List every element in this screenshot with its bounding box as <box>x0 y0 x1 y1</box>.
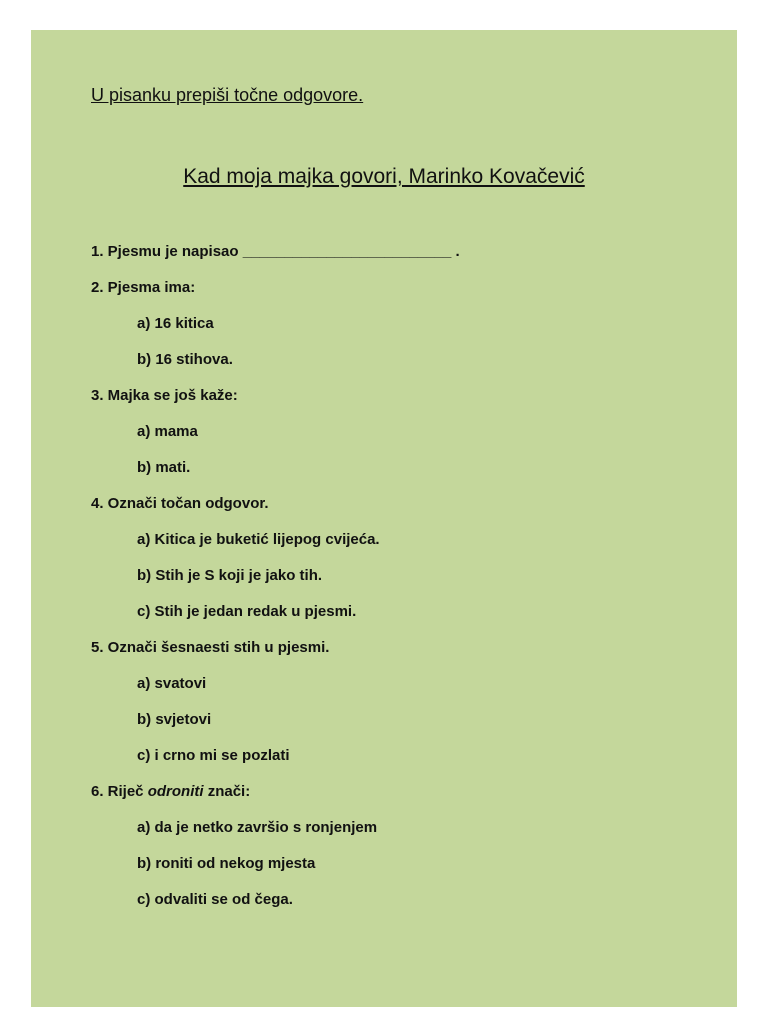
question-5-option-a: a) svatovi <box>137 675 207 692</box>
question-5: 5. Označi šesnaesti stih u pjesmi. <box>91 639 330 656</box>
instruction-heading: U pisanku prepiši točne odgovore. <box>91 85 364 105</box>
question-1 <box>91 242 711 278</box>
question-6 <box>91 782 711 818</box>
question-5-option-c: c) i crno mi se pozlati <box>137 747 290 764</box>
question-6-option-c: c) odvaliti se od čega. <box>137 891 293 908</box>
question-4-option-b: b) Stih je S koji je jako tih. <box>137 567 323 584</box>
question-3: 3. Majka se još kaže: <box>91 387 238 404</box>
question-6-word: odroniti <box>147 783 204 800</box>
question-1-prefix: 1. Pjesmu je napisao <box>91 243 239 260</box>
question-2-option-a: a) 16 kitica <box>137 315 214 332</box>
question-4-option-c: c) Stih je jedan redak u pjesmi. <box>137 603 357 620</box>
question-6-suffix: znači: <box>207 783 251 800</box>
question-2-option-b: b) 16 stihova. <box>137 351 233 368</box>
question-2: 2. Pjesma ima: <box>91 279 196 296</box>
question-6-prefix: 6. Riječ <box>91 783 144 800</box>
question-1-suffix: . <box>455 243 460 260</box>
question-5-option-b: b) svjetovi <box>137 711 212 728</box>
question-6-option-b: b) roniti od nekog mjesta <box>137 855 316 872</box>
question-3-option-b: b) mati. <box>137 459 191 476</box>
question-4: 4. Označi točan odgovor. <box>91 495 269 512</box>
question-6-option-a: a) da je netko završio s ronjenjem <box>137 819 378 836</box>
poem-title: Kad moja majka govori, Marinko Kovačević <box>183 165 585 188</box>
question-list <box>91 242 711 926</box>
worksheet-sheet <box>31 30 737 1007</box>
question-3-option-a: a) mama <box>137 423 198 440</box>
question-4-option-a: a) Kitica je buketić lijepog cvijeća. <box>137 531 380 548</box>
answer-blank: _________________________ <box>242 243 452 260</box>
